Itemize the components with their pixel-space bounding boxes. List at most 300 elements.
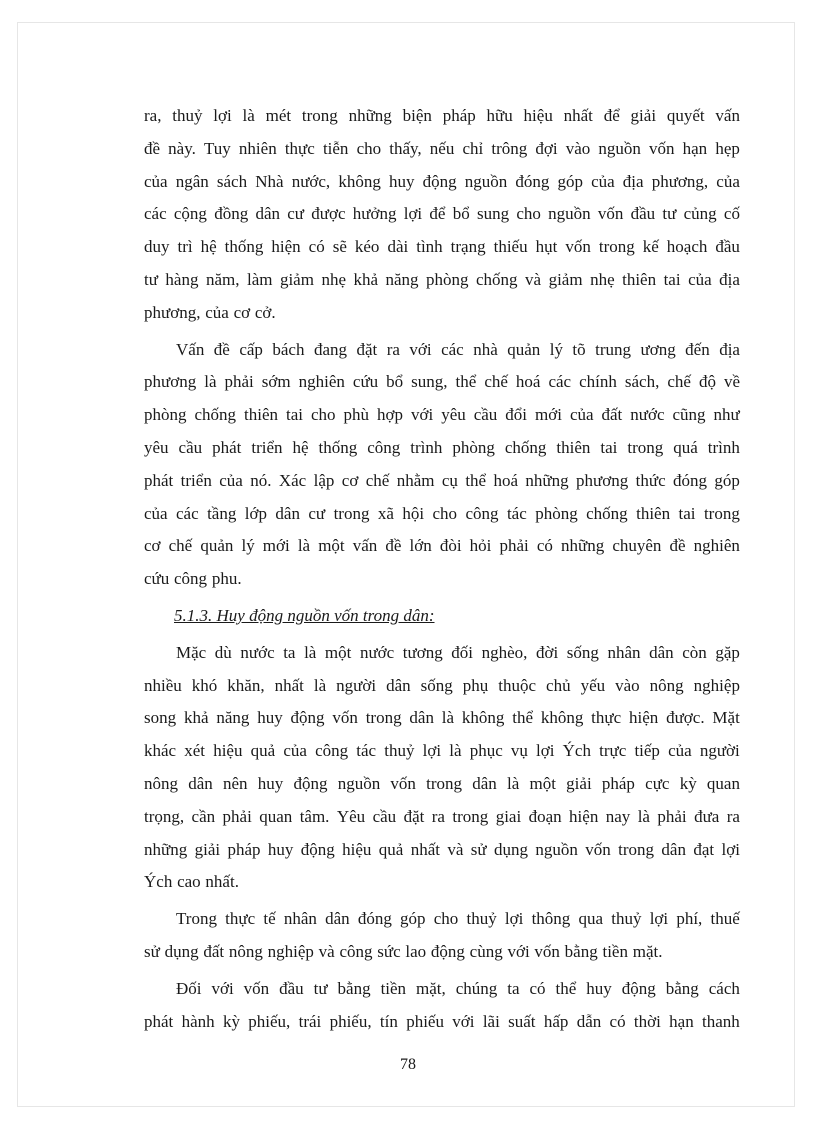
word: khác [144,741,177,761]
word: trông [491,138,528,158]
word: phải [222,806,252,826]
word: vốn [390,773,416,793]
word: triển [180,470,212,490]
word: là [507,773,520,793]
word: trình [410,437,443,457]
word: là [297,536,311,556]
word: cho [516,204,541,224]
word: nghiệp [693,675,740,695]
word: thiên [636,503,671,523]
word: huy [257,708,283,728]
word: đầu [630,204,656,224]
word: thuỷ [172,106,203,125]
word: tình [416,237,443,257]
word: tiền [602,941,628,961]
word: nhất [410,839,440,859]
word: nhẹ [590,269,615,289]
word: quá [673,437,698,457]
word: Yêu [336,806,366,826]
word: pháp [601,773,635,793]
word: cho [310,405,336,425]
word: thống [224,237,264,257]
word: phải [657,806,687,826]
word: nguồn [464,171,508,191]
word: để [429,204,446,224]
word: cầu [178,437,203,457]
word: cụ [441,470,458,490]
word: nông [649,675,684,695]
word: giải [194,839,221,859]
word: mới [535,405,562,425]
word: củng [683,204,717,224]
text-line [144,498,740,531]
word: và [447,839,464,859]
word: năng [385,269,419,289]
word: thuỷ [466,909,497,929]
word: đề [669,536,686,556]
word: cho [433,909,459,929]
word: đặt [403,806,425,826]
word: thể [555,978,577,998]
word: chính [579,372,617,392]
word: một [324,642,352,662]
word: nước, [291,171,331,191]
word: động [290,708,325,728]
word: trong [365,708,402,728]
word: huy [267,839,294,859]
word: hấp [543,1011,569,1031]
word: dân [255,204,280,224]
word: pháp [442,106,476,125]
word: độ [698,372,716,392]
word: tai [678,503,696,523]
word: cũng [672,405,706,425]
word: lập [313,470,335,490]
text-line [144,334,740,367]
word: quản [507,339,541,359]
word: đạt [693,839,715,859]
word: kéo [354,237,380,257]
word: nhân [283,909,317,929]
word: bằng [564,941,598,961]
word: các [548,372,572,392]
word: hệ [200,237,217,257]
word: phiếu [406,1011,444,1031]
word: trái [298,1011,322,1031]
word: cố [723,204,740,224]
word: yêu [144,437,169,457]
word: phiếu, [248,1011,291,1031]
word: hữu [486,106,513,125]
word: nó. [250,470,272,490]
word: sống [420,675,453,695]
word: thấy, [389,138,422,158]
word: cứu [144,569,170,589]
word: giảm [548,269,583,289]
word: sẽ [332,237,347,257]
word: đề [385,536,402,556]
word: tế [263,909,276,929]
word: địa [719,269,740,289]
word: thống [318,437,358,457]
word: lớp [244,503,267,523]
word: đời [535,642,559,662]
word: những [561,536,605,556]
word: vốn [565,237,591,257]
word: cộng [173,204,207,224]
word: mặt. [632,941,663,961]
word: lãi [482,1011,500,1031]
word: một [318,536,345,556]
word: cầu [372,806,397,826]
word: giải [566,773,592,793]
word: nước [630,405,665,425]
word: chế [168,536,193,556]
word: đầu [279,978,304,998]
word: nông [228,941,263,961]
word: của [219,470,243,490]
word: thể [512,708,533,728]
word: với [409,339,432,359]
word: phải [499,536,529,556]
text-line [144,166,740,199]
word: thuỷ [611,909,642,929]
text-line [144,563,740,596]
word: mới [262,536,290,556]
text-line [144,1006,740,1039]
word: công [367,437,401,457]
word: phù [343,405,370,425]
word: tác [356,741,377,761]
text-line [144,264,740,297]
word: người [699,741,740,761]
word: thức [635,470,666,490]
word: tai [286,405,303,425]
word: hưởng [352,204,397,224]
word: huy [586,978,612,998]
word: tác [506,503,527,523]
word: Xác [278,470,307,490]
text-line [144,366,740,399]
word: phòng [535,503,578,523]
word: nguồn [535,839,578,859]
word: đồng [214,204,249,224]
word: Đối [176,978,202,998]
word: phụ [462,675,489,695]
text-line [144,936,740,969]
word: thuế [710,909,740,929]
word: tiếp [634,741,660,761]
word: xã [377,503,394,523]
word: thời [633,1011,661,1031]
word: sung, [411,372,448,392]
word: biện [402,106,432,125]
word: phu. [211,569,242,589]
word: bằng [337,978,371,998]
word: đề [213,339,230,359]
word: phương, [144,302,201,322]
word: địa [719,339,740,359]
word: hiện [628,708,659,728]
word: phát [144,470,174,490]
word: triển [251,437,283,457]
word: đóng [357,909,392,929]
text-line [144,100,740,133]
word: phí, [676,909,703,929]
paragraph [144,903,740,969]
word: của [283,741,307,761]
word: trạng [450,237,486,257]
word: đất [203,941,225,961]
word: chuyên [612,536,662,556]
word: Ých [562,741,591,761]
text-line [144,198,740,231]
word: của [144,503,168,523]
word: hiệu [213,741,243,761]
word: đòi [439,536,462,556]
word: lợi [504,909,524,929]
word: dân [472,773,497,793]
word: nghèo, [481,642,528,662]
word: không [540,708,584,728]
word: trong [618,839,655,859]
word: khăn, [227,675,265,695]
word: vấn [715,106,740,125]
word: Mặc [176,642,207,662]
word: tiễn [322,138,349,158]
word: vốn [649,138,675,158]
word: của [688,269,712,289]
word: đối [451,642,474,662]
word: lao [405,941,427,961]
word: phòng [452,437,495,457]
word: khả [183,708,209,728]
word: dân [649,642,674,662]
word: ra [726,806,740,826]
word: hiện [569,806,599,826]
word: tư [662,204,677,224]
word: nên [222,773,248,793]
word: của [144,171,168,191]
text-line [144,834,740,867]
word: hợp [377,405,403,425]
word: quan [706,773,740,793]
word: hiệu [342,839,372,859]
word: cùng [469,941,503,961]
word: những [525,470,569,490]
word: phát [212,437,242,457]
word: với [452,1011,475,1031]
word: yêu [441,405,466,425]
word: là [637,806,650,826]
word: góp [557,171,583,191]
word: hỏi [469,536,492,556]
word: với [211,978,234,998]
text-line [144,432,740,465]
word: duy [144,237,170,257]
word: góp [714,470,740,490]
word: nông [144,773,178,793]
word: sống [566,642,599,662]
word: tín [379,1011,398,1031]
word: cho [356,138,382,158]
word: chế [365,470,390,490]
word: có [308,237,325,257]
word: cơ [341,470,359,490]
word: bổ [452,204,470,224]
word: ta [283,642,296,662]
word: tai [663,269,681,289]
word: có [609,1011,626,1031]
word: hành [181,1011,215,1031]
word: thực [225,909,256,929]
word: tõ [572,339,586,359]
word: công [174,569,208,589]
word: năng [216,708,250,728]
word: đóng [515,171,550,191]
word: nhất [563,106,593,125]
word: nếu [429,138,455,158]
word: bằng [665,978,699,998]
word: lợi [649,909,669,929]
word: gặp [715,642,740,662]
word: là [313,675,327,695]
word: hiệu [523,106,553,125]
paragraph [144,637,740,899]
word: nhiên [238,138,277,158]
word: tiền [380,978,407,998]
word: của [569,405,594,425]
word: này. [168,138,196,158]
word: huy [388,171,415,191]
word: hội [402,503,425,523]
word: vào [615,675,640,695]
word: thiếu [493,237,528,257]
word: sớm [261,372,291,392]
word: là [242,106,255,125]
word: cơ [233,302,251,322]
word: Ých [144,872,173,892]
word: và [525,269,542,289]
word: trình [707,437,740,457]
word: mét [265,106,292,125]
paragraph [144,334,740,596]
word: là [449,741,462,761]
word: vào [565,138,591,158]
word: những [348,106,392,125]
word: giải [630,106,657,125]
word: sức [377,941,401,961]
page-number: 78 [400,1056,416,1073]
word: phương [144,372,197,392]
text-line [144,702,740,735]
word: để [603,106,620,125]
word: tư [144,269,158,289]
word: đề [144,138,161,158]
word: được [311,204,346,224]
word: các [176,503,199,523]
word: động [430,941,465,961]
word: chống [476,269,518,289]
word: pháp [227,839,261,859]
text-line [144,903,740,936]
word: những [144,839,188,859]
word: lớn [409,536,432,556]
word: sử [144,941,160,961]
word: phát [144,1011,174,1031]
word: trực [599,741,627,761]
word: cực [645,773,670,793]
word: công [315,741,349,761]
word: chủ [546,675,571,695]
word: ra [386,339,400,359]
word: dân [409,708,434,728]
word: dụng [164,941,199,961]
word: đất [601,405,623,425]
word: vấn [352,536,378,556]
word: vốn [597,204,624,224]
word: Tuy [204,138,231,158]
word: thiên [556,437,591,457]
word: lợi [422,741,442,761]
word: phòng [144,405,187,425]
word: trong [703,503,740,523]
word: hạn [682,138,708,158]
word: có [529,978,546,998]
word: hiện [271,237,301,257]
text-line [144,735,740,768]
word: sách [216,171,248,191]
word: dân [661,839,686,859]
word: dù [214,642,232,662]
word: hoá [515,372,541,392]
word: lý [241,536,255,556]
word: Trong [176,909,217,929]
word: đoạn [528,806,562,826]
document-body [144,100,740,1038]
word: góp [400,909,426,929]
word: nước [359,642,395,662]
word: quan [259,806,293,826]
word: được. [666,708,705,728]
word: chỉ [462,138,484,158]
word: hoá [493,470,519,490]
word: thanh [702,1011,740,1031]
word: thực [284,138,315,158]
word: phòng [426,269,469,289]
word: động [293,773,328,793]
word: phục [469,741,503,761]
word: ngân [175,171,209,191]
word: hụt [535,237,558,257]
word: kế [642,237,659,257]
word: bổ [386,372,404,392]
word: hạn [669,1011,694,1031]
word: ta [507,978,520,998]
word: công [339,941,373,961]
word: chế [484,372,508,392]
word: sung [476,204,510,224]
word: giảm [279,269,314,289]
word: nghiên [298,372,345,392]
word: kỳ [679,773,697,793]
word: nghiên [693,536,740,556]
word: thiên [244,405,279,425]
word: về [723,372,740,392]
word: cư [308,503,326,523]
word: bách [272,339,305,359]
word: động [621,978,656,998]
